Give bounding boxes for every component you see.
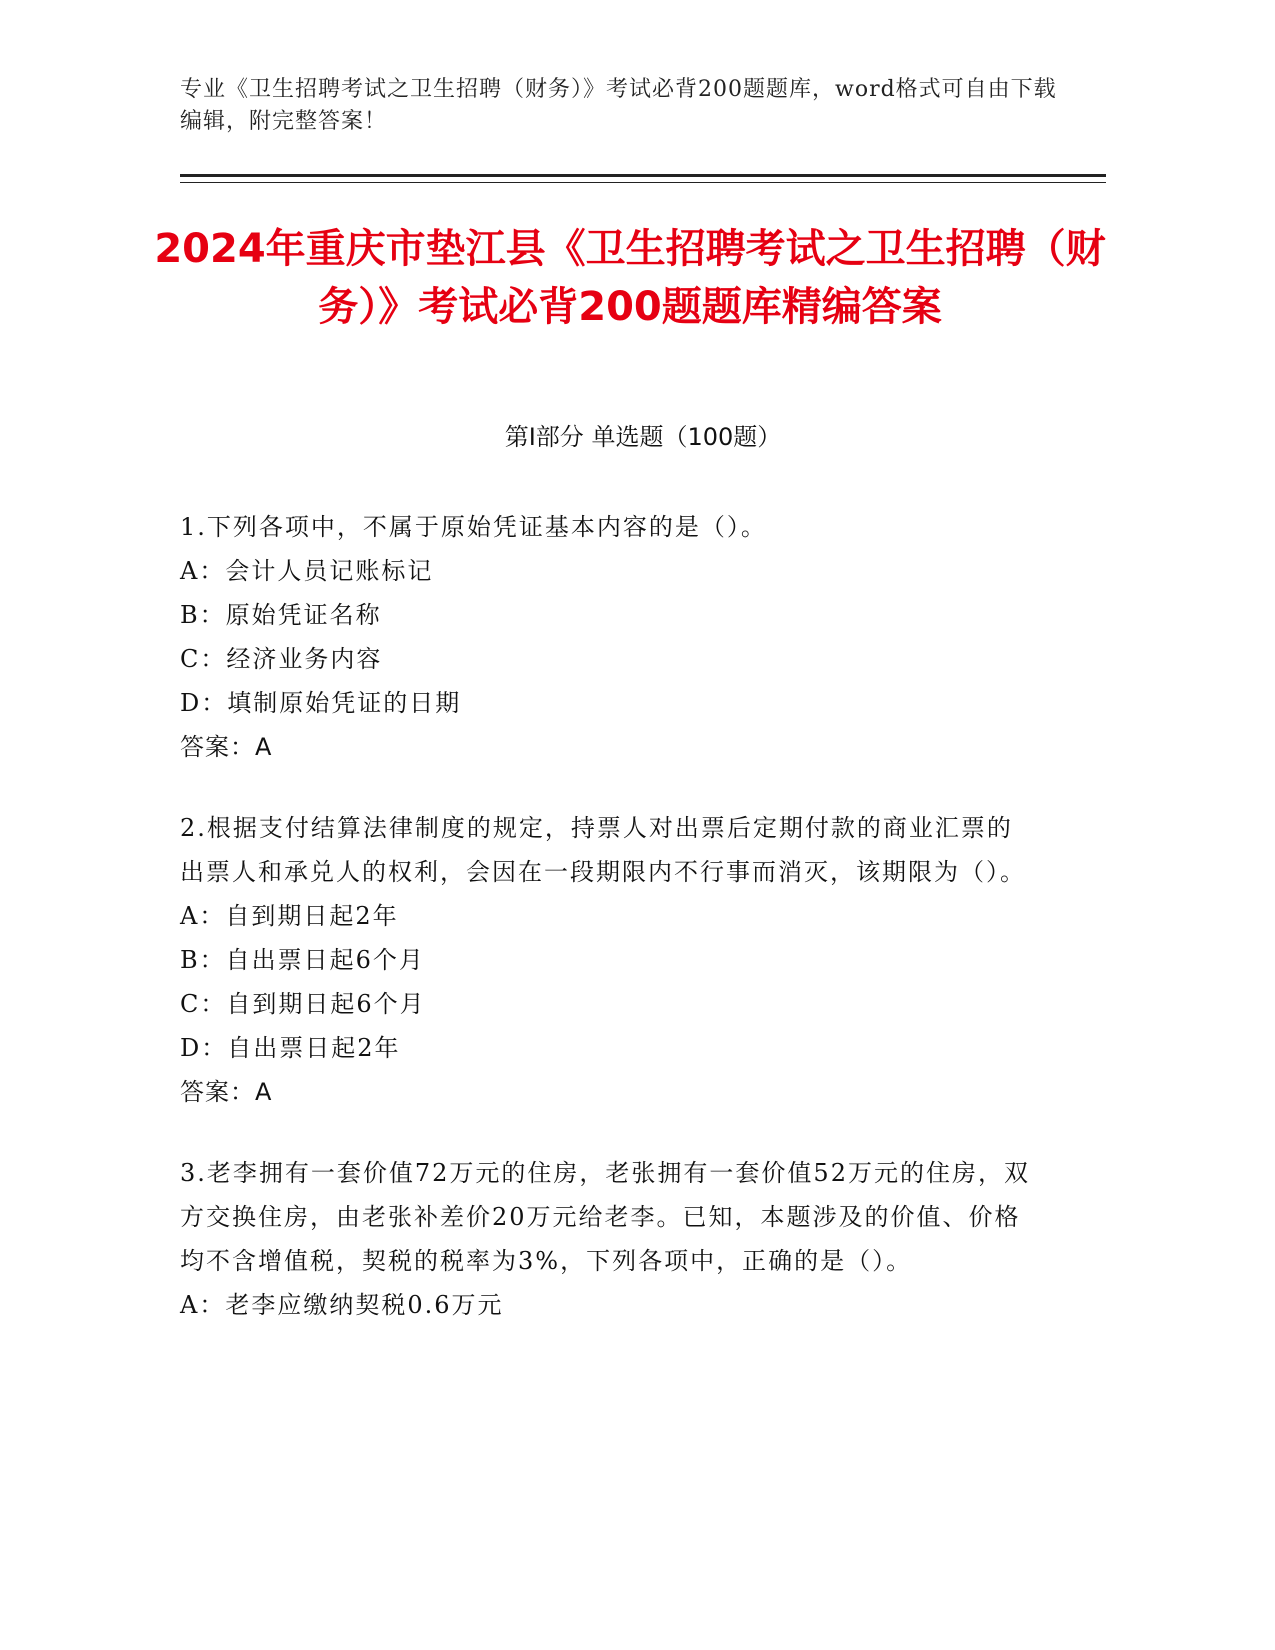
option-b: B：原始凭证名称: [180, 601, 382, 629]
question-1: [180, 505, 1030, 769]
question-2: [180, 806, 1030, 1114]
option-a: A：会计人员记账标记: [180, 557, 434, 585]
header-rule-thick: [180, 174, 1106, 177]
question-3: [180, 1151, 1030, 1327]
answer: 答案：A: [180, 1078, 273, 1106]
header-rule-thin: [180, 182, 1106, 183]
document-title: 2024年重庆市垫江县《卫生招聘考试之卫生招聘（财务）》考试必背200题题库精编答案: [154, 226, 1106, 330]
option-a: A：老李应缴纳契税0.6万元: [180, 1291, 504, 1319]
option-a: A：自到期日起2年: [180, 902, 399, 930]
question-list: [180, 505, 1030, 1364]
option-c: C：经济业务内容: [180, 645, 383, 673]
option-b: B：自出票日起6个月: [180, 946, 425, 974]
question-stem: 1.下列各项中，不属于原始凭证基本内容的是（）。: [180, 513, 767, 541]
option-c: C：自到期日起6个月: [180, 990, 426, 1018]
header-note: 专业《卫生招聘考试之卫生招聘（财务）》考试必背200题题库，word格式可自由下载编辑，附完整答案！: [180, 77, 1057, 134]
answer: 答案：A: [180, 733, 273, 761]
option-d: D：填制原始凭证的日期: [180, 689, 462, 717]
option-d: D：自出票日起2年: [180, 1034, 401, 1062]
question-stem: 2.根据支付结算法律制度的规定，持票人对出票后定期付款的商业汇票的出票人和承兑人的权利，会因在一段期限内不行事而消灭，该期限为（）。: [180, 814, 1026, 886]
section-heading: 第I部分 单选题（100题）: [504, 423, 782, 451]
question-stem: 3.老李拥有一套价值72万元的住房，老张拥有一套价值52万元的住房，双方交换住房，由老张补差价20万元给老李。已知，本题涉及的价值、价格均不含增值税，契税的税率为3%，下列各项中，正确的是（）。: [180, 1159, 1030, 1275]
